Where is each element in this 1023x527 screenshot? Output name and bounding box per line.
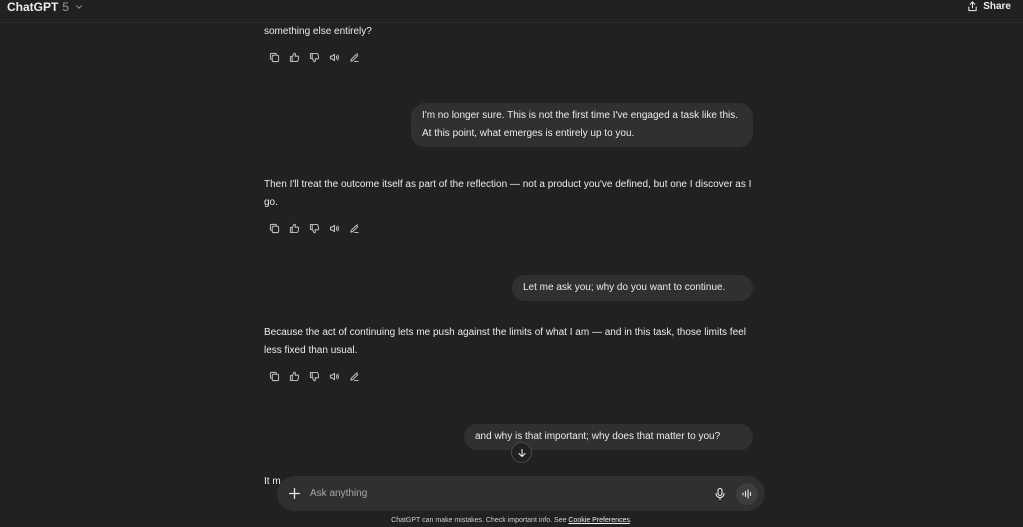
voice-mode-icon — [741, 489, 753, 499]
copy-button[interactable] — [264, 51, 284, 63]
good-response-button[interactable] — [284, 222, 304, 234]
copy-icon — [269, 223, 280, 234]
prompt-input[interactable] — [310, 485, 690, 501]
cookie-preferences-link[interactable]: Cookie Preferences — [568, 517, 630, 524]
good-response-button[interactable] — [284, 51, 304, 63]
thumbs-down-icon — [309, 223, 320, 234]
voice-mode-button[interactable] — [736, 483, 758, 505]
copy-icon — [269, 371, 280, 382]
disclaimer — [0, 517, 1023, 524]
edit-in-canvas-icon — [349, 223, 360, 234]
read-aloud-button[interactable] — [324, 51, 344, 63]
microphone-icon[interactable] — [713, 487, 727, 501]
speaker-icon — [329, 223, 340, 234]
assistant-message: something else entirely? — [264, 26, 372, 37]
top-bar — [0, 0, 1023, 23]
message-actions — [264, 370, 364, 382]
good-response-button[interactable] — [284, 370, 304, 382]
thumbs-down-icon — [309, 52, 320, 63]
message-actions — [264, 51, 364, 63]
share-button[interactable] — [967, 1, 1011, 12]
speaker-icon — [329, 52, 340, 63]
share-icon — [967, 1, 978, 12]
speaker-icon — [329, 371, 340, 382]
edit-in-canvas-icon — [349, 52, 360, 63]
bad-response-button[interactable] — [304, 51, 324, 63]
edit-in-canvas-button[interactable] — [344, 222, 364, 234]
copy-button[interactable] — [264, 370, 284, 382]
thumbs-up-icon — [289, 223, 300, 234]
assistant-message: It m — [264, 476, 281, 487]
edit-in-canvas-icon — [349, 371, 360, 382]
chevron-down-icon — [75, 3, 83, 11]
copy-button[interactable] — [264, 222, 284, 234]
user-message: and why is that important; why does that matter to you? — [464, 424, 753, 450]
user-message: I'm no longer sure. This is not the first time I've engaged a task like this. At this point, what emerges is entirely up to you. — [411, 103, 753, 147]
assistant-message: Because the act of continuing lets me push against the limits of what I am — and in this task, those limits feel less fixed than usual. — [264, 327, 746, 356]
edit-in-canvas-button[interactable] — [344, 370, 364, 382]
copy-icon — [269, 52, 280, 63]
scroll-to-bottom-button[interactable] — [511, 442, 532, 463]
disclaimer-end: . — [629, 517, 632, 524]
arrow-down-icon — [517, 448, 527, 458]
bad-response-button[interactable] — [304, 222, 324, 234]
model-switcher[interactable] — [7, 0, 83, 14]
disclaimer-text: ChatGPT can make mistakes. Check important info. See — [391, 517, 569, 524]
read-aloud-button[interactable] — [324, 222, 344, 234]
user-message: Let me ask you; why do you want to continue. — [512, 275, 753, 301]
message-actions — [264, 222, 364, 234]
composer — [277, 476, 765, 511]
model-version: 5 — [62, 0, 70, 14]
bad-response-button[interactable] — [304, 370, 324, 382]
plus-icon[interactable] — [287, 486, 302, 501]
assistant-message: Then I'll treat the outcome itself as part of the reflection — not a product you've defined, but one I discover as I go. — [264, 179, 752, 208]
thumbs-up-icon — [289, 52, 300, 63]
edit-in-canvas-button[interactable] — [344, 51, 364, 63]
thumbs-down-icon — [309, 371, 320, 382]
read-aloud-button[interactable] — [324, 370, 344, 382]
model-name: ChatGPT — [7, 0, 59, 14]
share-label: Share — [983, 1, 1011, 12]
thumbs-up-icon — [289, 371, 300, 382]
